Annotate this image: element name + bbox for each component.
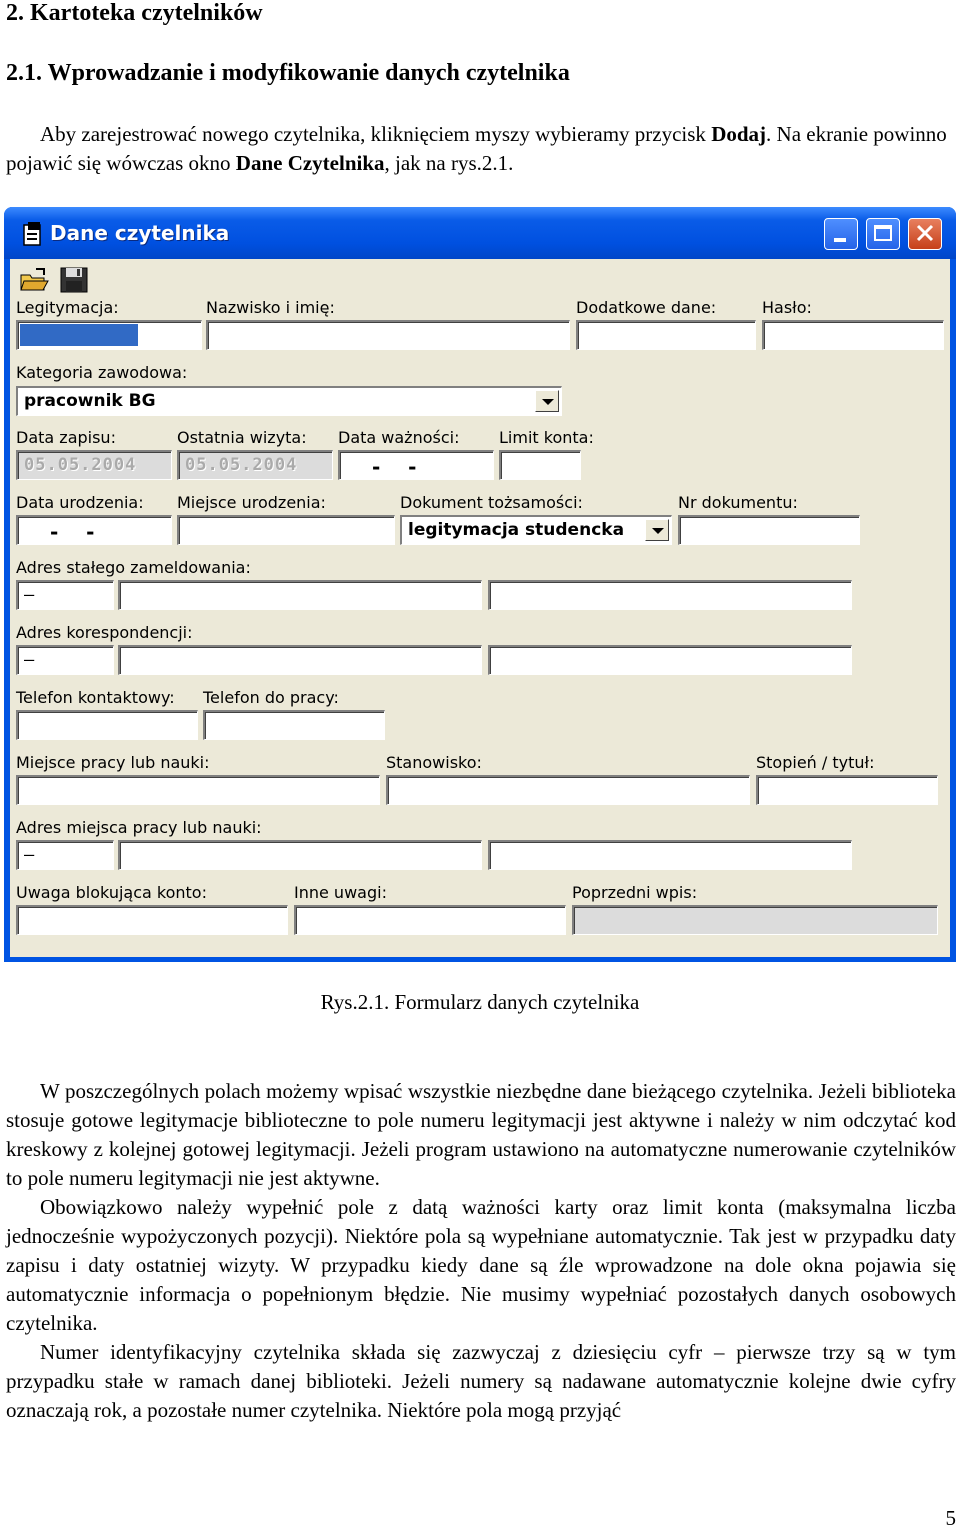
minimize-icon (825, 219, 857, 249)
kategoria-value: pracownik BG (24, 391, 156, 411)
maximize-icon (867, 219, 899, 249)
praca-kod-mask: – (24, 845, 35, 865)
label-nr-dokumentu: Nr dokumentu: (678, 493, 798, 512)
ostatnia-wizyta-value: 05.05.2004 (185, 455, 298, 475)
label-data-waznosci: Data ważności: (338, 428, 460, 447)
label-adres-stalego: Adres stałego zameldowania: (16, 558, 251, 577)
label-data-urodzenia: Data urodzenia: (16, 493, 144, 512)
kor-kod-mask: – (24, 650, 35, 670)
data-urodzenia-value: - - (24, 520, 97, 544)
reader-data-window (4, 207, 956, 962)
paragraph-2: Obowiązkowo należy wypełnić pole z datą ważności karty oraz limit konta (maksymalna liczba jednocześnie wypożyczonych pozycji). Niektóre pola są wypełniane automatycznie. Tak jest w przypadku daty zapisu i daty ostatniej wizyty. W przypadku kiedy dane są źle wprowadzone na dole okna pojawia się automatycznie informacja o popełnionym błędzie. Nie musimy wypełniać pozostałych danych osobowych czytelnika. (6, 1195, 956, 1335)
label-miejsce-pracy: Miejsce pracy lub nauki: (16, 753, 210, 772)
label-haslo-row: Hasło: (762, 298, 812, 317)
intro-paragraph (6, 120, 956, 178)
label-stopien: Stopień / tytuł: (756, 753, 875, 772)
label-ostatnia-wizyta: Ostatnia wizyta: (177, 428, 307, 447)
intro-bold-dane: Dane Czytelnika (235, 151, 385, 175)
label-miejsce-urodzenia: Miejsce urodzenia: (177, 493, 326, 512)
intro-bold-dodaj: Dodaj (711, 122, 767, 146)
label-adres-kor: Adres korespondencji: (16, 623, 193, 642)
window-title: Dane czytelnika (50, 221, 230, 245)
heading-2: 2.1. Wprowadzanie i modyfikowanie danych czytelnika (6, 60, 570, 86)
body-text (6, 1077, 956, 1425)
data-zapisu-value: 05.05.2004 (24, 455, 137, 475)
data-waznosci-value: - - (346, 455, 419, 479)
label-dokument: Dokument tożsamości: (400, 493, 583, 512)
close-button[interactable] (908, 218, 942, 250)
heading-1: 2. Kartoteka czytelników (6, 0, 263, 26)
close-icon (909, 219, 941, 249)
paragraph-1: W poszczególnych polach możemy wpisać wszystkie niezbędne dane bieżącego czytelnika. Jeżeli biblioteka stosuje gotowe legitymacje biblioteczne to pole numeru legitymacji jest aktywne i należy w nim odczytać kod kreskowy z kolejnej gotowej legitymacji. Jeżeli program ustawiono na automatyczne numerowanie czytelników to pole numeru legitymacji nie jest aktywne. (6, 1079, 956, 1190)
stale-kod-mask: – (24, 585, 35, 605)
label-inne-uwagi: Inne uwagi: (294, 883, 387, 902)
label-legitymacja-row: Legitymacja: (16, 298, 119, 317)
form-area (10, 259, 950, 957)
paragraph-3: Numer identyfikacyjny czytelnika składa się zazwyczaj z dziesięciu cyfr – pierwsze trzy są w tym przypadku stałe w ramach danej biblioteki. Jeżeli numery są nadawane automatycznie kolejne dwie cyfry oznaczają rok, a pozostałe numer czytelnika. Niektóre pola mogą przyjąć (6, 1340, 956, 1422)
intro-text-3: , jak na rys.2.1. (384, 151, 514, 175)
label-telefon-kontaktowy: Telefon kontaktowy: (16, 688, 175, 707)
open-folder-icon[interactable] (18, 265, 50, 295)
label-uwaga: Uwaga blokująca konto: (16, 883, 207, 902)
title-bar[interactable] (4, 207, 956, 259)
minimize-button[interactable] (824, 218, 858, 250)
intro-text-1: Aby zarejestrować nowego czytelnika, kliknięciem myszy wybieramy przycisk (40, 122, 712, 146)
label-stanowisko: Stanowisko: (386, 753, 482, 772)
figure-caption: Rys.2.1. Formularz danych czytelnika (320, 990, 640, 1014)
label-telefon-praca: Telefon do pracy: (203, 688, 339, 707)
label-data-zapisu: Data zapisu: (16, 428, 116, 447)
label-kategoria: Kategoria zawodowa: (16, 363, 188, 382)
page-number: 5 (945, 1506, 956, 1530)
label-dodatkowe-row: Dodatkowe dane: (576, 298, 717, 317)
maximize-button[interactable] (866, 218, 900, 250)
label-poprzedni: Poprzedni wpis: (572, 883, 698, 902)
save-disk-icon[interactable] (58, 265, 90, 295)
app-icon (22, 221, 46, 247)
intro-text-2: . Na ekranie powinno pojawić się wówczas okno (6, 122, 947, 175)
label-nazwisko-row: Nazwisko i imię: (206, 298, 335, 317)
dokument-value: legitymacja studencka (408, 520, 625, 540)
label-limit-konta: Limit konta: (499, 428, 594, 447)
label-adres-pracy: Adres miejsca pracy lub nauki: (16, 818, 262, 837)
